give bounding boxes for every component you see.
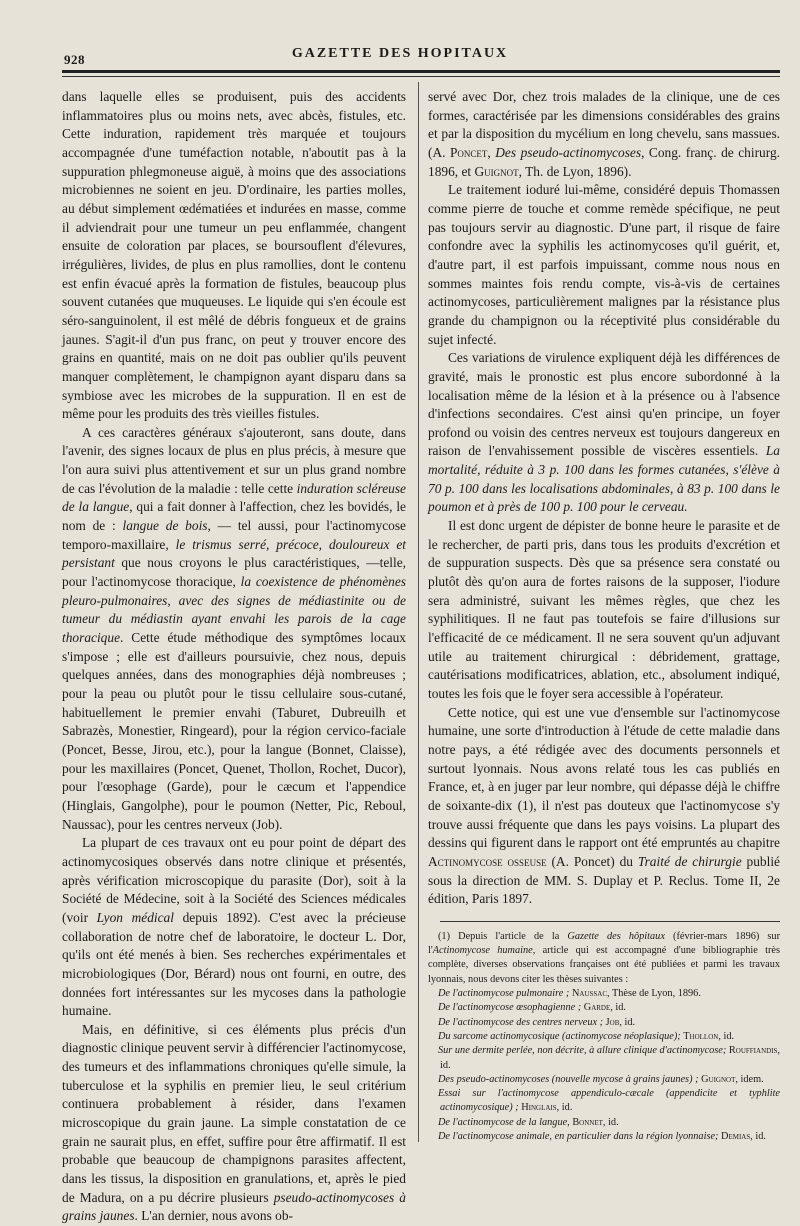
- paragraph: Mais, en définitive, si ces éléments plus précis d'un diagnostic clinique peuvent servir à différencier l'actinomycose, des tumeurs et des inflammations chroniques qu'elle simule, la tuberculose et la syphilis en premier lieu, le seul critérium continuera probablement à résider, dans l'examen microscopique du grain jaune. La simple constatation de ce grain ne saurait plus, en effet, suffire pour être affirmatif. Il est probable que beaucoup de champignons parasites affectent, dans les tissus, la disposition en granulations, et, après le pied de Madura, on a pu décrire plusieurs pseudo-actinomycoses à grains jaunes. L'an dernier, nous avons ob-: [62, 1021, 406, 1224]
- right-column: [428, 88, 780, 1144]
- footnote-rule: [440, 921, 780, 922]
- emphasis: pseudo-actinomycoses à grains jaunes: [62, 1189, 406, 1224]
- paragraph: A ces caractères généraux s'ajouteront, sans doute, dans l'avenir, des signes locaux de plus en plus précis, à mesure que l'on aura suivi plus attentivement et sur un plus grand nombre de cas l'évolution de la maladie : telle cette induration scléreuse de la langue, qui a fait donner à l'affection, chez les bovidés, le nom de : langue de bois, — tel aussi, pour l'actinomycose temporo-maxillaire, le trismus serré, précoce, douloureux et persistant que nous croyons le plus caractéristiques, —telle, pour l'actinomycose thoracique, la coexistence de phénomènes pleuro-pulmonaires, avec des signes de médiastinite ou de tumeur du médiastin ayant envahi les parois de la cage thoracique. Cette étude méthodique des symptômes locaux s'impose ; elle est d'ailleurs poursuivie, chez nous, depuis quelques années, dans des monographies déjà nombreuses ; pour la peau ou plutôt pour le tissu cellulaire sous-cutané, habituellement le premier envahi (Taburet, Dubreuilh et Sabrazès, Monestier, Ringeard), pour la région cervico-faciale (Poncet, Besse, Jirou, etc.), pour la langue (Bonnet, Claisse), pour les maxillaires (Poncet, Quenet, Thollon, Rochet, Ducor), pour l'œsophage (Garde), pour le cæcum et l'appendice (Hinglais, Gangolphe), pour le poumon (Netter, Pic, Reboul, Naussac), pour les centres nerveux (Job).: [62, 424, 407, 832]
- emphasis: Des pseudo-actinomycoses: [495, 144, 642, 160]
- author-name: Poncet: [449, 144, 488, 160]
- paragraph: Ces variations de virulence expliquent déjà les différences de gravité, mais le pronostic est plus encore subordonné à la localisation même de la lésion et à la présence ou à l'absence d'infections secondaires. C'est ainsi qu'en principe, un foyer profond ou voisin des centres nerveux est toujours dangereux en raison de l'envahissement possible de viscères essentiels. La mortalité, réduite à 3 p. 100 dans les formes cutanées, s'élève à 70 p. 100 dans les localisations abdominales, à 83 p. 100 dans le poumon et à près de 100 p. 100 pour le cerveau.: [428, 350, 780, 515]
- footnotes: [428, 930, 780, 1144]
- footnote-entry: De l'actinomycose des centres nerveux ; Job, id.: [438, 1016, 636, 1028]
- paragraph: La plupart de ces travaux ont eu pour point de départ des actinomycosiques observés dans notre clinique et présentés, après vérification microscopique du parasite (Dor), soit à la Société de Médecine, soit à la Société des Sciences médicales (voir Lyon médical depuis 1892). C'est avec la précieuse collaboration de notre chef de laboratoire, le docteur L. Dor, qu'ils ont été menés à bien. Ses recherches expérimentales et microbiologiques (Dor, Bérard) nous ont fourni, en outre, des données fort intéressantes sur les mycoses dans la pathologie humaine.: [62, 835, 406, 1019]
- emphasis: Lyon médical: [96, 909, 174, 925]
- footnote-list: [428, 987, 780, 1144]
- paragraph: dans laquelle elles se produisent, puis des accidents inflammatoires plus ou moins nets, avec abcès, fistules, etc. Cette induration, rapidement très marquée et toujours accompagnée d'une tuméfaction notable, n'aboutit pas à la suppuration phlegmoneuse aiguë, à moins que des associations microbiennes ne soient en jeu. D'ordinaire, les parties molles, au début simplement œdématiées et indurées en masse, comme il adviendrait pour une tumeur un peu enflammée, changent ensuite de coloration par places, se boursouflent d'élevures, irrégulières, livides, de plus en plus ramollies, dont le contenu est enfin évacué après la formation de fistules, beaucoup plus souvent cutanées que muqueuses. Le liquide qui s'en écoule est séro-sanguinolent, il est mêlé de débris fongueux et de grains jaunes. S'agit-il d'un pus franc, on peut y trouver encore des grains en quantité, mais on ne doit pas oublier qu'ils peuvent manquer complètement, le champignon ayant disparu dans sa symbiose avec les microbes de la suppuration. Il en est de même pour les produits des très vieilles fistules.: [62, 89, 406, 422]
- paragraph: Il est donc urgent de dépister de bonne heure le parasite et de le rechercher, de parti pris, dans tous les produits d'excrétion et de suppuration suspects. Dès que sa présence sera constaté ou plutôt dès qu'on aura de fortes raisons de la supposer, l'iodure sera administré, suivant les mêmes règles, que chez les syphilitiques. Il ne faut pas toutefois se faire d'illusions sur l'efficacité de ce médicament. Il ne sera souvent qu'un adjuvant utile au traitement chirurgical : débridement, grattage, cautérisations modificatrices, ablation, etc., absolument indiqué, toutes les fois que le foyer sera accessible à l'opérateur.: [428, 518, 780, 701]
- footnote-entry: Du sarcome actinomycosique (actinomycose néoplasique); Thollon, id.: [438, 1030, 735, 1042]
- column-divider: [418, 82, 419, 1142]
- emphasis: la coexistence de phénomènes pleuro-pulmonaires, avec des signes de médiastinite ou de tumeur du médiastin ayant envahi les parois de la cage thoracique: [62, 574, 406, 646]
- paragraph: Cette notice, qui est une vue d'ensemble sur l'actinomycose humaine, une sorte d'introduction à l'étude de cette maladie dans notre pays, a été rédigée avec des documents personnels et surtout lyonnais. Nous avons relaté tous les cas publiés en France, et, à en juger par leur nombre, qui dépasse déjà le chiffre de soixante-dix (1), il n'est pas douteux que l'actinomycose s'y trouve aussi fréquente que dans les pays voisins. La plupart des dessins qui figurent dans le rapport ont été empruntés au chapitre Actinomycose osseuse (A. Poncet) du Traité de chirurgie publié sous la direction de MM. S. Duplay et P. Reclus. Tome II, 2e édition, Paris 1897.: [428, 704, 780, 907]
- page-number: 928: [64, 52, 85, 67]
- header-rule-thin: [62, 76, 780, 77]
- header-rule-thick: [62, 70, 780, 73]
- emphasis: le trismus serré, précoce, douloureux et persistant: [62, 536, 407, 571]
- footnote-entry: Sur une dermite perlée, non décrite, à allure clinique d'actinomycose; Rouffiandis, id.: [438, 1045, 780, 1071]
- emphasis: Traité de chirurgie: [637, 853, 742, 869]
- author-name: Guignot: [474, 163, 519, 179]
- footnote-entry: De l'actinomycose animale, en particulier dans la région lyonnaise; Demias, id.: [438, 1131, 766, 1143]
- footnote-entry: Des pseudo-actinomycoses (nouvelle mycose à grains jaunes) ; Guignot, idem.: [438, 1073, 764, 1085]
- left-column: [62, 88, 406, 1226]
- emphasis: langue de bois: [122, 518, 208, 534]
- footnote-intro: (1) Depuis l'article de la Gazette des hôpitaux (février-mars 1896) sur l'Actinomycose humaine, article qui est accompagné d'une bibliographie très complète, diverses observations françaises ont été publiées et parmi les travaux lyonnais, nous devons citer les thèses suivantes :: [428, 930, 781, 985]
- running-head: GAZETTE DES HOPITAUX: [291, 46, 509, 61]
- chapter-name: Actinomycose osseuse: [428, 853, 547, 869]
- footnote-entry: Essai sur l'actinomycose appendiculo-cæcale (appendicite et typhlite actinomycosique) ; Hinglais, id.: [438, 1088, 780, 1114]
- emphasis: induration scléreuse de la langue: [62, 480, 406, 515]
- emphasis: La mortalité, réduite à 3 p. 100 dans les formes cutanées, s'élève à 70 p. 100 dans les localisations abdominales, à 83 p. 100 dans le poumon et à près de 100 p. 100 pour le cerveau.: [428, 443, 780, 515]
- paragraph: Le traitement ioduré lui-même, considéré depuis Thomassen comme pierre de touche et comme remède spécifique, ne peut pas toujours servir au diagnostic. D'une part, il risque de faire confondre avec la syphilis les actinomycoses qu'il guérit, et, d'autre part, il est parfois impuissant, comme nous nous en sommes maintes fois rendu compte, vis-à-vis de certaines actinomycoses, particulièrement malignes par la résistance plus grande du champignon ou la réceptivité plus considérable du sujet infecté.: [428, 182, 780, 347]
- footnote-entry: De l'actinomycose œsophagienne ; Garde, id.: [438, 1002, 626, 1014]
- footnote-entry: De l'actinomycose de la langue, Bonnet, id.: [438, 1116, 619, 1128]
- footnote-entry: De l'actinomycose pulmonaire ; Naussac, Thèse de Lyon, 1896.: [438, 988, 701, 1000]
- paragraph: servé avec Dor, chez trois malades de la clinique, une de ces formes, caractérisée par les dimensions considérables des grains et par la disposition du mycélium en long chevelu, sans massues. (A. Poncet, Des pseudo-actinomycoses, Cong. franç. de chirurg. 1896, et Guignot, Th. de Lyon, 1896).: [428, 89, 780, 179]
